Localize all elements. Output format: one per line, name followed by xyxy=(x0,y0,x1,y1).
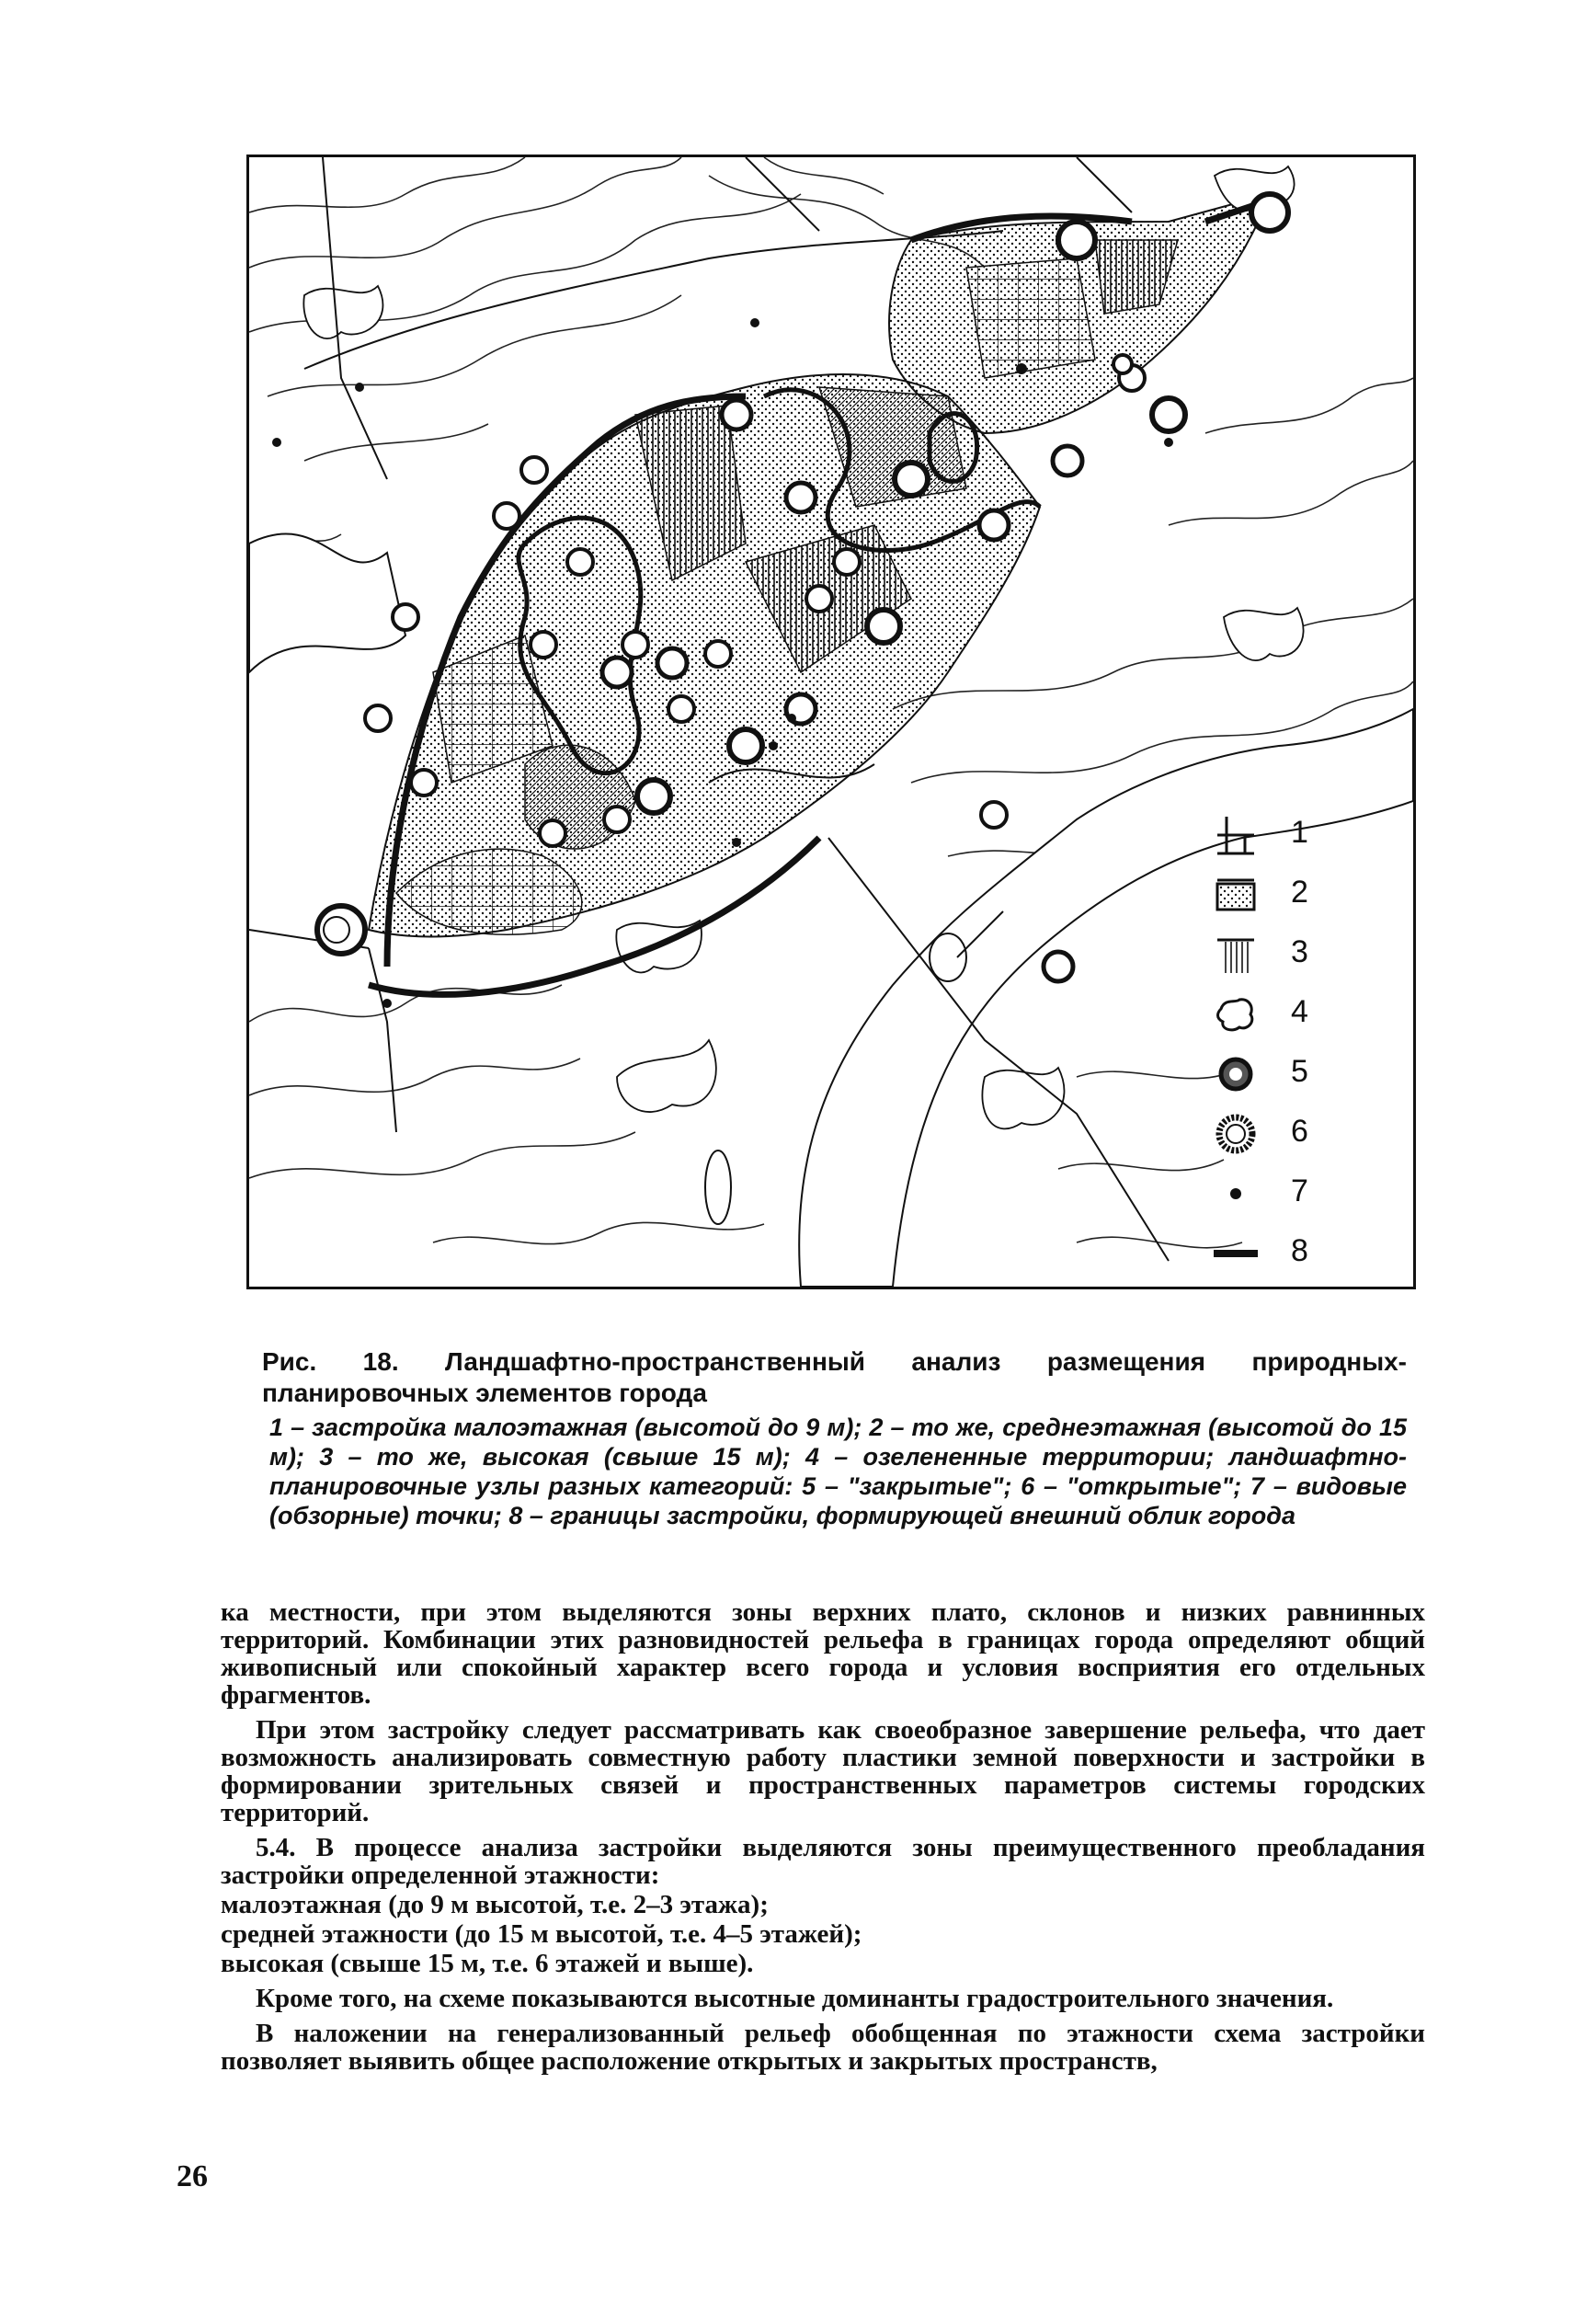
legend-number: 8 xyxy=(1291,1233,1308,1268)
high-rise-hatch-icon xyxy=(1208,927,1263,982)
low-rise-hatch-icon xyxy=(1208,807,1263,863)
closed-node-icon xyxy=(1208,1047,1263,1102)
legend-number: 1 xyxy=(1291,815,1308,850)
legend-item xyxy=(1208,807,1392,863)
legend-item xyxy=(1208,867,1392,922)
river-island xyxy=(705,1151,731,1224)
green-area-outline-icon xyxy=(1208,987,1263,1042)
open-node-icon xyxy=(1208,1106,1263,1162)
figure-caption xyxy=(262,1346,1407,1530)
page-number: 26 xyxy=(177,2159,208,2193)
legend-item xyxy=(1208,1226,1392,1281)
caption-body: 1 – застройка малоэтажная (высотой до 9 м); 2 – то же, среднеэтажная (высотой до 15 м); 3 – то же, высокая (свыше 15 м); 4 – озелененные территории; ландшафтно-планировочные узлы разных категорий: 5 – "закрытые"; 6 – "открытые"; 7 – видовые (обзорные) точки; 8 – границы застройки, формирующей внешний облик города xyxy=(269,1414,1407,1529)
mid-rise-dotted-icon xyxy=(1208,867,1263,922)
paragraph: В наложении на генерализованный рельеф обобщенная по этажности схема застройки позволяет выявить общее расположение открытых и закрытых пространств, xyxy=(221,2019,1425,2076)
caption-title: Рис. 18. Ландшафтно-пространственный анализ размещения природных-планировочных элементов города xyxy=(262,1347,1407,1407)
list-item: средней этажности (до 15 м высотой, т.е. 4–5 этажей); xyxy=(221,1919,862,1949)
body-text xyxy=(221,1598,1425,2075)
boundary-line-icon xyxy=(1208,1226,1263,1281)
legend-item xyxy=(1208,1166,1392,1221)
legend-number: 7 xyxy=(1291,1173,1308,1208)
list-item: высокая (свыше 15 м, т.е. 6 этажей и выше). xyxy=(221,1949,754,1978)
paragraph: 5.4. В процессе анализа застройки выделяются зоны преимущественного преобладания застройки определенной этажности: xyxy=(221,1833,1425,1890)
legend-number: 3 xyxy=(1291,934,1308,969)
figure-map xyxy=(246,155,1416,1289)
legend-number: 2 xyxy=(1291,875,1308,910)
paragraph: ка местности, при этом выделяются зоны верхних плато, склонов и низких равнинных территорий. Комбинации этих разновидностей рельефа в границах города определяют общий живописный или спокойный характер всего города и условия восприятия его отдельных фрагментов. xyxy=(221,1597,1425,1710)
river-left xyxy=(249,533,405,672)
legend-item xyxy=(1208,927,1392,982)
paragraph: При этом застройку следует рассматривать как своеобразное завершение рельефа, что дает возможность анализировать совместную работу пластики земной поверхности и застройки в формировании зрительных связей и пространственных параметров системы городских территорий. xyxy=(221,1715,1425,1827)
legend-number: 6 xyxy=(1291,1114,1308,1149)
list-item: малоэтажная (до 9 м высотой, т.е. 2–3 этажа); xyxy=(221,1890,769,1919)
legend-number: 5 xyxy=(1291,1054,1308,1089)
view-point-dot-icon xyxy=(1208,1166,1263,1221)
legend-item xyxy=(1208,1047,1392,1102)
legend-number: 4 xyxy=(1291,994,1308,1029)
paragraph: Кроме того, на схеме показываются высотные доминанты градостроительного значения. xyxy=(256,1984,1334,2013)
legend-item xyxy=(1208,987,1392,1042)
legend-item xyxy=(1208,1106,1392,1162)
